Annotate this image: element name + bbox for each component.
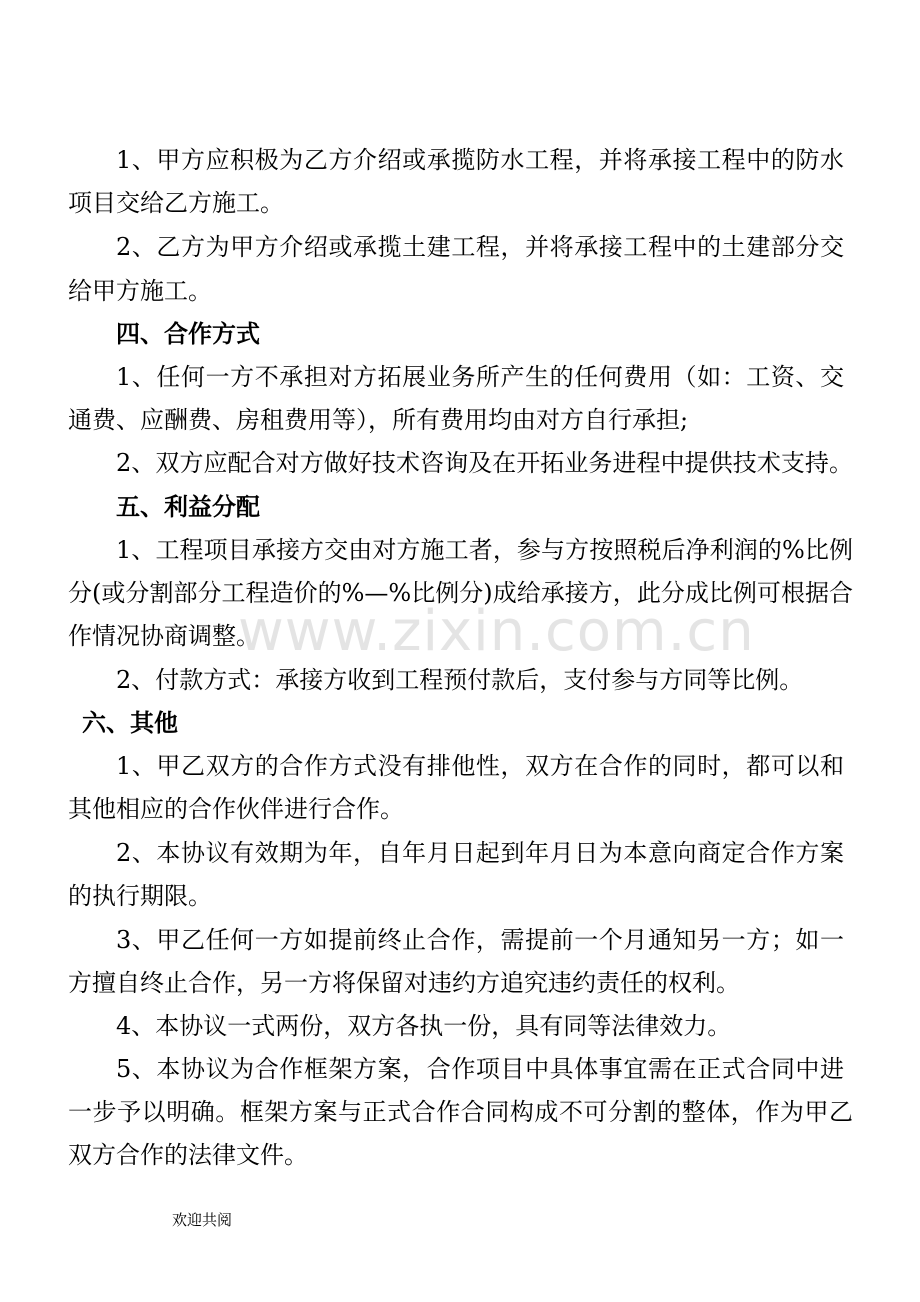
paragraph-line: 作情况协商调整。	[68, 622, 260, 650]
paragraph-line: 2、本协议有效期为年，自年月日起到年月日为本意向商定合作方案	[116, 839, 844, 867]
paragraph-line: 2、付款方式：承接方收到工程预付款后，支付参与方同等比例。	[116, 666, 804, 694]
paragraph-line: 3、甲乙任何一方如提前终止合作，需提前一个月通知另一方；如一	[116, 926, 844, 954]
page-footer: 欢迎共阅	[172, 1211, 233, 1229]
paragraph-line: 通费、应酬费、房租费用等），所有费用均由对方自行承担;	[68, 406, 689, 434]
paragraph-line: 的执行期限。	[68, 882, 212, 910]
paragraph-line: 分(或分割部分工程造价的%—%比例分)成给承接方，此分成比例可根据合	[68, 579, 853, 607]
paragraph-line: 其他相应的合作伙伴进行合作。	[68, 795, 404, 823]
paragraph-line: 双方合作的法律文件。	[68, 1141, 308, 1169]
paragraph-line: 2、乙方为甲方介绍或承揽土建工程，并将承接工程中的土建部分交	[116, 233, 844, 261]
section-heading: 五、利益分配	[116, 493, 260, 521]
paragraph-line: 一步予以明确。框架方案与正式合作合同构成不可分割的整体，作为甲乙	[68, 1098, 853, 1126]
paragraph-line: 方擅自终止合作，另一方将保留对违约方追究违约责任的权利。	[68, 969, 740, 997]
paragraph-line: 给甲方施工。	[68, 277, 212, 305]
paragraph-line: 2、双方应配合对方做好技术咨询及在开拓业务进程中提供技术支持。	[116, 449, 853, 477]
paragraph-line: 1、甲方应积极为乙方介绍或承揽防水工程，并将承接工程中的防水	[116, 146, 844, 174]
section-heading: 六、其他	[82, 709, 178, 737]
paragraph-line: 1、任何一方不承担对方拓展业务所产生的任何费用（如：工资、交	[116, 363, 844, 391]
paragraph-line: 1、甲乙双方的合作方式没有排他性，双方在合作的同时，都可以和	[116, 752, 844, 780]
paragraph-line: 1、工程项目承接方交由对方施工者，参与方按照税后净利润的%比例	[116, 536, 853, 564]
paragraph-line: 5、本协议为合作框架方案，合作项目中具体事宜需在正式合同中进	[116, 1055, 844, 1083]
paragraph-line: 项目交给乙方施工。	[68, 189, 284, 217]
watermark: www.zixin.com.cn	[238, 599, 755, 664]
section-heading: 四、合作方式	[116, 320, 260, 348]
paragraph-line: 4、本协议一式两份，双方各执一份，具有同等法律效力。	[116, 1012, 732, 1040]
